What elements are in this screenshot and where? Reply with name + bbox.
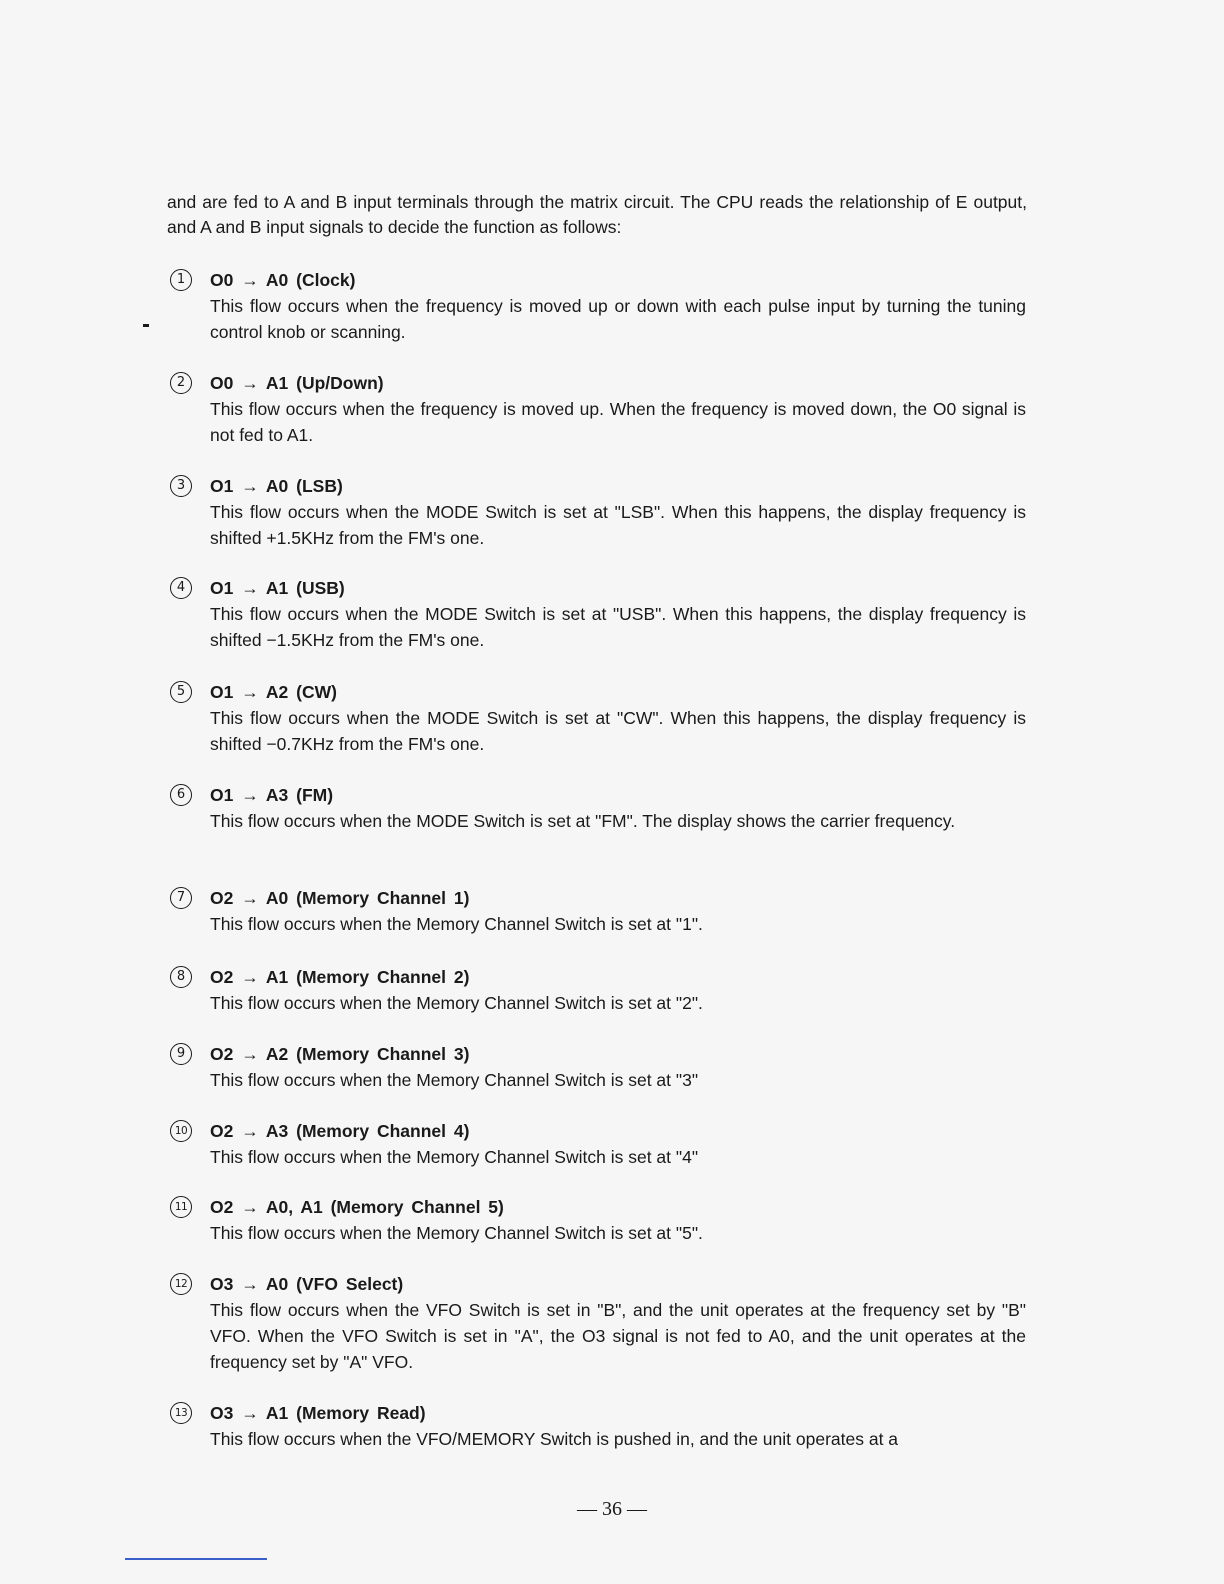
item-title: O1 → A3 (FM): [210, 785, 334, 805]
item-title: O2 → A2 (Memory Channel 3): [210, 1044, 470, 1064]
item-body: This flow occurs when the MODE Switch is set at "FM". The display shows the carrier frequency.: [210, 811, 956, 831]
item-title: O2 → A0, A1 (Memory Channel 5): [210, 1197, 504, 1217]
margin-mark: [143, 324, 149, 327]
bottom-rule: [125, 1558, 267, 1560]
item-body: This flow occurs when the Memory Channel Switch is set at "5".: [210, 1223, 703, 1243]
item-body: This flow occurs when the MODE Switch is set at "USB". When this happens, the display frequency is shifted −1.5KHz from the FM's one.: [210, 604, 1026, 650]
item-title: O0 → A1 (Up/Down): [210, 373, 384, 393]
item-number: 6: [170, 784, 192, 806]
item-body: This flow occurs when the Memory Channel Switch is set at "3": [210, 1070, 699, 1090]
intro-paragraph: and are fed to A and B input terminals through the matrix circuit. The CPU reads the relationship of E output, and A and B input signals to decide the function as follows:: [167, 192, 1027, 237]
page-number: — 36 —: [577, 1498, 647, 1520]
item-title: O3 → A0 (VFO Select): [210, 1274, 404, 1294]
item-body: This flow occurs when the Memory Channel Switch is set at "2".: [210, 993, 703, 1013]
item-body: This flow occurs when the MODE Switch is set at "CW". When this happens, the display frequency is shifted −0.7KHz from the FM's one.: [210, 708, 1026, 754]
item-number: 1: [170, 269, 192, 291]
item-number: 3: [170, 475, 192, 497]
item-title: O1 → A1 (USB): [210, 578, 345, 598]
item-title: O1 → A0 (LSB): [210, 476, 343, 496]
item-number: 2: [170, 372, 192, 394]
item-number: 7: [170, 887, 192, 909]
item-title: O0 → A0 (Clock): [210, 270, 356, 290]
item-title: O2 → A0 (Memory Channel 1): [210, 888, 470, 908]
item-body: This flow occurs when the Memory Channel Switch is set at "1".: [210, 914, 703, 934]
item-body: This flow occurs when the VFO/MEMORY Switch is pushed in, and the unit operates at a: [210, 1429, 899, 1449]
item-number: 11: [170, 1196, 192, 1218]
item-body: This flow occurs when the frequency is moved up or down with each pulse input by turning the tuning control knob or scanning.: [210, 296, 1026, 342]
item-number: 8: [170, 966, 192, 988]
item-number: 5: [170, 681, 192, 703]
item-body: This flow occurs when the MODE Switch is set at "LSB". When this happens, the display frequency is shifted +1.5KHz from the FM's one.: [210, 502, 1026, 548]
item-number: 13: [170, 1402, 192, 1424]
item-title: O3 → A1 (Memory Read): [210, 1403, 426, 1423]
item-number: 9: [170, 1043, 192, 1065]
item-number: 10: [170, 1120, 192, 1142]
item-title: O1 → A2 (CW): [210, 682, 337, 702]
item-body: This flow occurs when the Memory Channel Switch is set at "4": [210, 1147, 699, 1167]
item-body: This flow occurs when the frequency is moved up. When the frequency is moved down, the O0 signal is not fed to A1.: [210, 399, 1026, 445]
item-number: 4: [170, 577, 192, 599]
item-title: O2 → A1 (Memory Channel 2): [210, 967, 470, 987]
item-number: 12: [170, 1273, 192, 1295]
item-title: O2 → A3 (Memory Channel 4): [210, 1121, 470, 1141]
item-body: This flow occurs when the VFO Switch is set in "B", and the unit operates at the frequency set by "B" VFO. When the VFO Switch is set in "A", the O3 signal is not fed to A0, and the unit operates at the frequency set by "A" VFO.: [210, 1300, 1026, 1372]
